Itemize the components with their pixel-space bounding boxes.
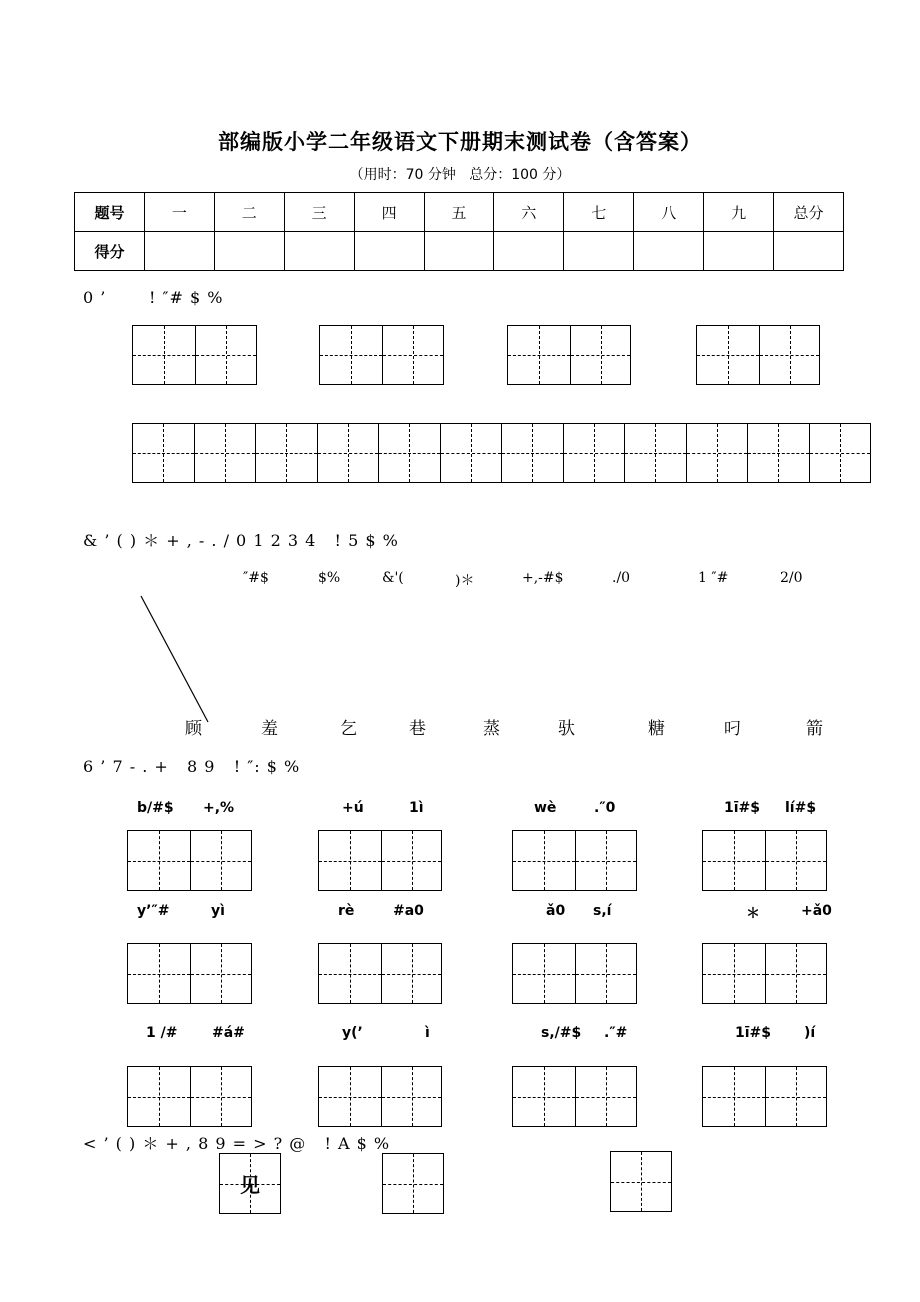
score-cell: 三 [284,193,354,232]
example-char-grid [219,1153,281,1214]
match-char: 乞 [340,719,357,739]
match-word: ./0 [612,570,631,586]
match-word: +,-#$ [522,570,564,586]
page-title: 部编版小学二年级语文下册期末测试卷（含答案） [218,130,702,154]
section1-heading: 0 ’ ! ″# $ % [83,288,224,307]
pinyin-label: ì [425,1025,430,1041]
pinyin-label: 1ī#$ [724,800,761,816]
match-word: &'( [382,570,404,586]
pinyin-label: ǎ0 [546,903,566,919]
writing-grid[interactable] [382,1153,444,1214]
pinyin-label: s,/#$ [541,1025,582,1041]
match-word: 1 ″# [698,570,729,586]
pinyin-label: rè [338,903,355,919]
section4-heading: < ’ ( ) ＊ + , 8 9 = > ? @ ! A $ % [83,1134,391,1153]
score-cell: 五 [424,193,494,232]
section3-heading: 6 ’ 7 - . + 8 9 ! ″: $ % [83,757,301,776]
writing-grid[interactable] [702,943,827,1004]
match-char: 叼 [724,719,741,739]
writing-grid[interactable] [512,1066,637,1127]
pinyin-label: +ǎ0 [801,903,832,919]
score-cell: 六 [494,193,564,232]
match-char: 顾 [185,719,202,739]
match-char: 糖 [648,719,665,739]
score-cell: 八 [634,193,704,232]
writing-grid[interactable] [318,943,442,1004]
writing-grid[interactable] [512,830,637,891]
score-cell: 四 [354,193,424,232]
pinyin-label: +,% [203,800,235,816]
pinyin-label: ＊ [746,906,760,922]
writing-grid[interactable] [127,830,252,891]
score-cell: 一 [144,193,214,232]
match-char: 驮 [558,719,575,739]
match-word: 2/0 [780,570,803,586]
pinyin-label: #á# [212,1025,245,1041]
writing-grid[interactable] [702,1066,827,1127]
pinyin-label: yì [211,903,225,919]
pinyin-label: lí#$ [785,800,817,816]
pinyin-label: .″0 [594,800,616,816]
pinyin-label: )í [804,1025,816,1041]
pinyin-label: b/#$ [137,800,174,816]
match-char: 巷 [409,719,426,739]
pinyin-label: s,í [593,903,612,919]
pinyin-label: #a0 [393,903,424,919]
score-cell: 七 [564,193,634,232]
score-cell: 题号 [75,193,145,232]
pinyin-label: 1ì [409,800,424,816]
match-word: )＊ [455,573,475,589]
pinyin-label: .″# [604,1025,628,1041]
pinyin-label: +ú [342,800,364,816]
match-word: ″#$ [243,570,269,586]
score-cell: 九 [704,193,774,232]
page-subtitle: （用时：70 分钟 总分：100 分） [349,167,571,183]
score-cell: 得分 [75,232,145,271]
match-char: 羞 [261,719,278,739]
writing-grid[interactable] [702,830,827,891]
writing-grid[interactable] [610,1151,672,1212]
writing-grid[interactable] [127,943,252,1004]
section2-heading: & ’ ( ) ＊ + , - . / 0 1 2 3 4 ! 5 $ % [83,531,399,550]
score-cell: 总分 [774,193,844,232]
pinyin-label: 1ī#$ [735,1025,772,1041]
score-cell: 二 [214,193,284,232]
writing-grid[interactable] [318,830,442,891]
pinyin-label: y’″# [137,903,170,919]
example-char: 见 [240,1173,260,1197]
pinyin-label: y(’ [342,1025,363,1041]
writing-grid[interactable] [127,1066,252,1127]
writing-grid[interactable] [318,1066,442,1127]
pinyin-label: 1 /# [146,1025,178,1041]
match-word: $% [318,570,341,586]
pinyin-label: wè [534,800,557,816]
match-char: 蒸 [483,719,500,739]
match-char: 箭 [806,719,823,739]
writing-grid[interactable] [512,943,637,1004]
